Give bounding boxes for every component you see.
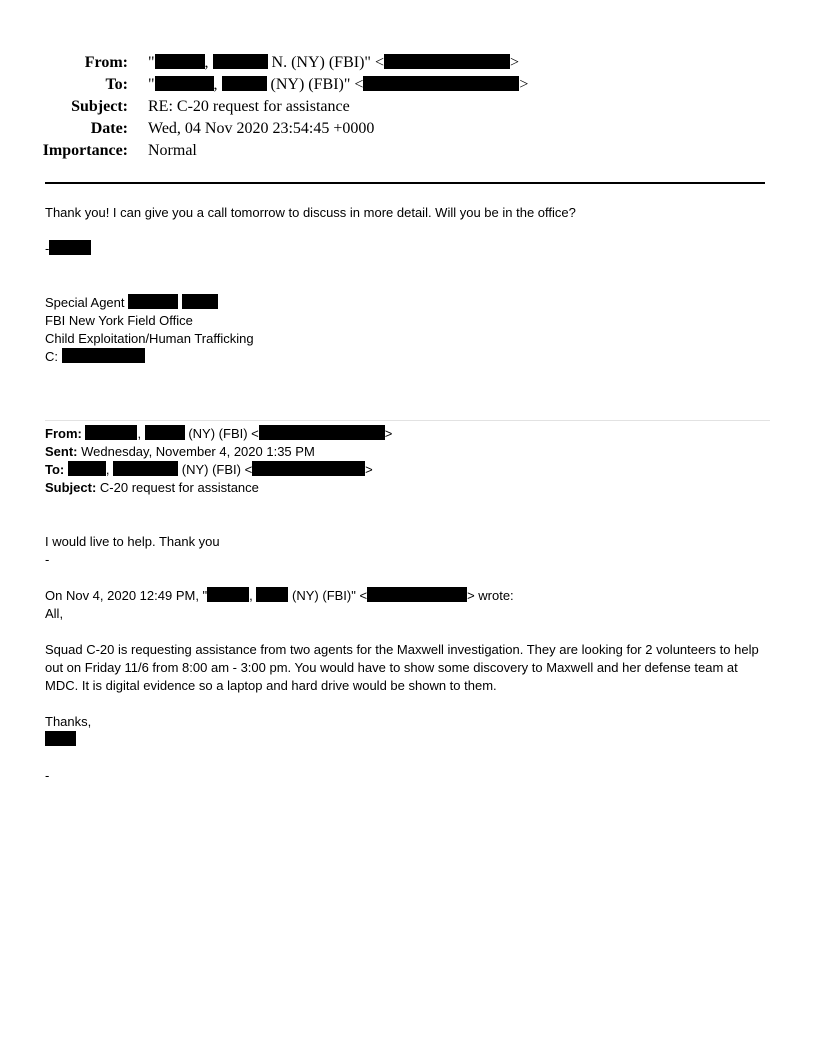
reply-signature-initials [45, 240, 91, 258]
forward-to-label: To: [45, 462, 65, 477]
header-subject-value: RE: C-20 request for assistance [148, 98, 350, 115]
header-from-row [0, 52, 800, 74]
header-importance-label: Importance: [42, 142, 128, 159]
redaction-box [222, 76, 267, 91]
header-date-row [0, 118, 800, 140]
signature-title-line [45, 294, 218, 312]
signature-dash: - [45, 241, 50, 256]
forward-sent-value: Wednesday, November 4, 2020 1:35 PM [81, 444, 315, 459]
redaction-box [213, 54, 268, 69]
forward-to-row [45, 461, 373, 479]
redaction-box [367, 587, 467, 602]
redaction-box [252, 461, 365, 476]
signature-cell-label: C: [45, 349, 58, 364]
quote-dash: - [45, 768, 50, 783]
quote-intro-start: On Nov 4, 2020 12:49 PM, " [45, 588, 208, 603]
redaction-box [384, 54, 510, 69]
header-to-text: (NY) (FBI)" < [270, 76, 364, 93]
quote-intro [45, 587, 514, 605]
forward-body: I would live to help. Thank you [45, 534, 220, 549]
forward-from-label: From: [45, 426, 82, 441]
header-divider [45, 182, 765, 184]
forward-sent-label: Sent: [45, 444, 78, 459]
header-to-row [0, 74, 800, 96]
redaction-box [128, 294, 178, 309]
signature-office: FBI New York Field Office [45, 313, 193, 328]
forward-from-close: > [384, 426, 393, 441]
forward-subject-row [45, 479, 259, 497]
quote-intro-end: > wrote: [467, 588, 514, 603]
header-from-label: From: [84, 54, 128, 71]
forward-to-sep: , [105, 462, 110, 477]
redaction-box [155, 54, 205, 69]
header-from-close: > [509, 54, 519, 71]
forward-sent-row [45, 443, 315, 461]
redaction-box [113, 461, 178, 476]
quote-salutation: All, [45, 606, 64, 621]
header-date-value: Wed, 04 Nov 2020 23:54:45 +0000 [148, 120, 375, 137]
forward-subject-value: C-20 request for assistance [99, 480, 259, 495]
quote-intro-sep: , [249, 588, 253, 603]
forward-dash: - [45, 552, 50, 567]
header-from-text: N. (NY) (FBI)" < [271, 54, 384, 71]
signature-cell-line [45, 348, 145, 366]
redaction-box [182, 294, 218, 309]
header-subject-row [0, 96, 800, 118]
redaction-box [85, 425, 137, 440]
forward-from-text: (NY) (FBI) < [188, 426, 259, 441]
header-subject-label: Subject: [71, 98, 128, 115]
quote-closing: Thanks, [45, 714, 92, 729]
header-importance-row [0, 140, 800, 162]
forward-to-close: > [365, 462, 373, 477]
quote-intro-mid: (NY) (FBI)" < [292, 588, 368, 603]
redaction-box [68, 461, 106, 476]
redaction-box [49, 240, 91, 255]
forward-divider [45, 420, 770, 421]
redaction-box [62, 348, 145, 363]
redaction-box [155, 76, 214, 91]
forward-from-sep: , [137, 426, 142, 441]
quote-signoff [45, 731, 76, 749]
redaction-box [207, 587, 249, 602]
header-to-value: " , (NY) (FBI)" < > [148, 76, 529, 93]
header-date-label: Date: [90, 120, 128, 137]
redaction-box [45, 731, 76, 746]
header-to-close: > [519, 76, 529, 93]
header-to-sep: , [213, 76, 218, 93]
header-to-label: To: [105, 76, 128, 93]
redaction-box [256, 587, 288, 602]
reply-body: Thank you! I can give you a call tomorrow to discuss in more detail. Will you be in the office? [45, 205, 576, 220]
header-importance-value: Normal [148, 142, 197, 159]
signature-unit: Child Exploitation/Human Trafficking [45, 331, 254, 346]
quote-request-paragraph: Squad C-20 is requesting assistance from two agents for the Maxwell investigation. They are looking for 2 volunteers to help out on Friday 11/6 from 8:00 am - 3:00 pm. You would have to show some discovery to Maxwell and her defense team at MDC. It is digital evidence so a laptop and hard drive would be shown to them. [45, 642, 759, 693]
header-from-sep: , [204, 54, 209, 71]
forward-to-text: (NY) (FBI) < [181, 462, 253, 477]
redaction-box [363, 76, 519, 91]
signature-title: Special Agent [45, 295, 125, 310]
forward-subject-label: Subject: [45, 480, 97, 495]
header-from-value: " , N. (NY) (FBI)" < > [148, 54, 519, 71]
redaction-box [145, 425, 185, 440]
forward-from-row [45, 425, 392, 443]
redaction-box [259, 425, 385, 440]
